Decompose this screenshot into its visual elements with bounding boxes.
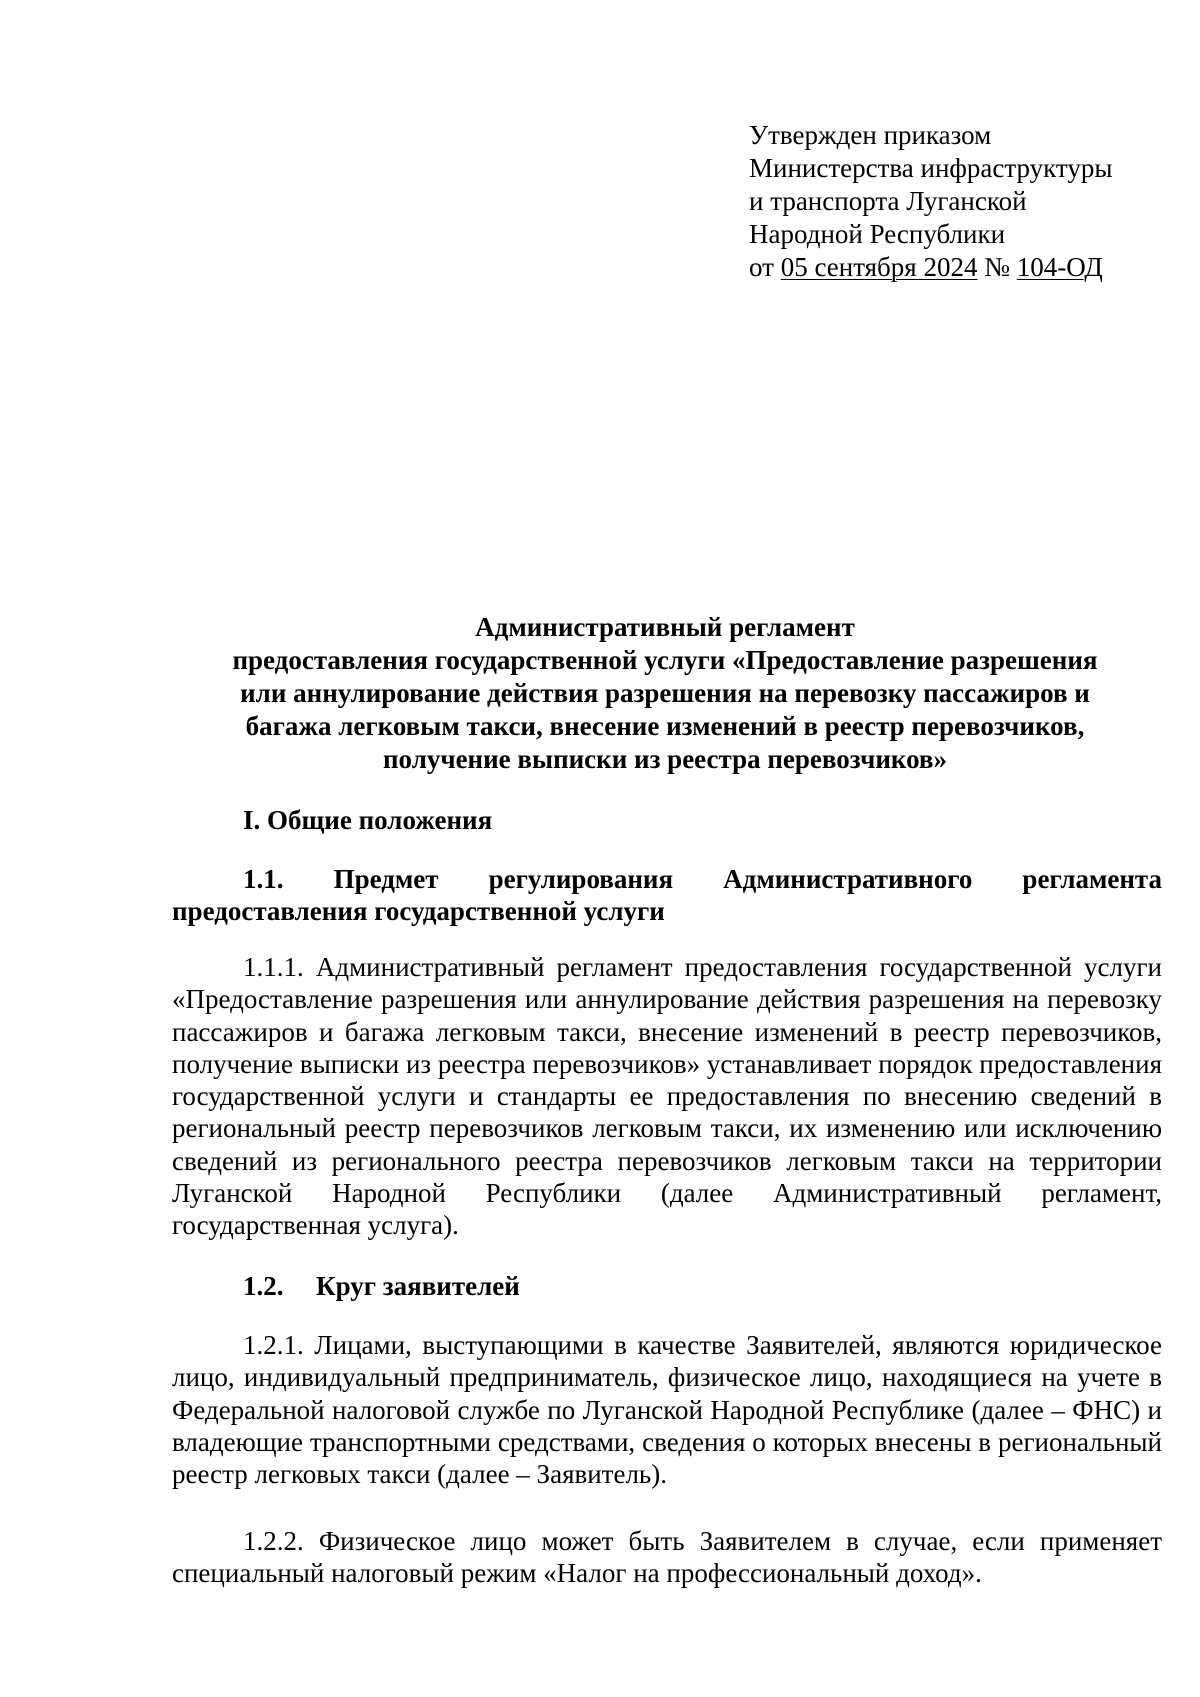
paragraph-1-1-1-text: 1.1.1. Административный регламент предоставления государственной услуги «Предоставление разрешения или аннулирование действия разрешения на перевозку пассажиров и багажа легковым такси, внесение изменений в реестр перевозчиков, получение выписки из реестра перевозчиков» устанавливает порядок предоставления государственной услуги и стандарты ее предоставления по внесению сведений в региональный реестр перевозчиков легковым такси, их изменению или исключению сведений из регионального реестра перевозчиков легковым такси на территории Луганской Народной Республики (далее Административный регламент, государственная услуга). [172, 952, 1162, 1241]
title-line-3: или аннулирование действия разрешения на перевозку пассажиров и [240, 678, 1090, 708]
approval-date-prefix: от [749, 252, 781, 282]
subsection-1-2-title: Круг заявителей [316, 1271, 520, 1301]
approval-stamp [749, 119, 1169, 284]
subsection-1-1-heading [172, 863, 1162, 927]
subsection-1-2-heading [243, 1270, 520, 1303]
approval-date-line [749, 251, 1169, 284]
paragraph-1-2-1-text: 1.2.1. Лицами, выступающими в качестве Заявителей, являются юридическое лицо, индивидуальный предприниматель, физическое лицо, находящиеся на учете в Федеральной налоговой службе по Луганской Народной Республике (далее – ФНС) и владеющие транспортными средствами, сведения о которых внесены в региональный реестр легковых такси (далее – Заявитель). [172, 1330, 1162, 1490]
title-line-4: багажа легковым такси, внесение изменений в реестр перевозчиков, [245, 711, 1085, 741]
approval-number-sign: № [977, 252, 1017, 282]
approval-line-1: Утвержден приказом [749, 120, 992, 150]
approval-line-2: Министерства инфраструктуры [749, 153, 1113, 183]
document-title [150, 611, 1180, 776]
approval-date: 05 сентября 2024 [780, 252, 978, 282]
paragraph-1-2-2 [172, 1525, 1162, 1590]
subsection-1-1-heading-line-2: предоставления государственной услуги [172, 896, 665, 926]
title-line-5: получение выписки из реестра перевозчиков» [383, 744, 947, 774]
title-line-2: предоставления государственной услуги «Предоставление разрешения [232, 645, 1098, 675]
subsection-1-1-heading-line-1: 1.1. Предмет регулирования Административного регламента [243, 864, 1162, 894]
section-heading: I. Общие положения [243, 805, 493, 835]
approval-number: 104-ОД [1016, 252, 1103, 282]
paragraph-1-2-1 [172, 1329, 1162, 1490]
subsection-1-2-number: 1.2. [243, 1271, 284, 1301]
approval-line-4: Народной Республики [749, 219, 1006, 249]
title-line-1: Административный регламент [475, 612, 855, 642]
paragraph-1-2-2-text: 1.2.2. Физическое лицо может быть Заявителем в случае, если применяет специальный налоговый режим «Налог на профессиональный доход». [172, 1526, 1162, 1589]
paragraph-1-1-1 [172, 951, 1162, 1242]
approval-line-3: и транспорта Луганской [749, 186, 1027, 216]
